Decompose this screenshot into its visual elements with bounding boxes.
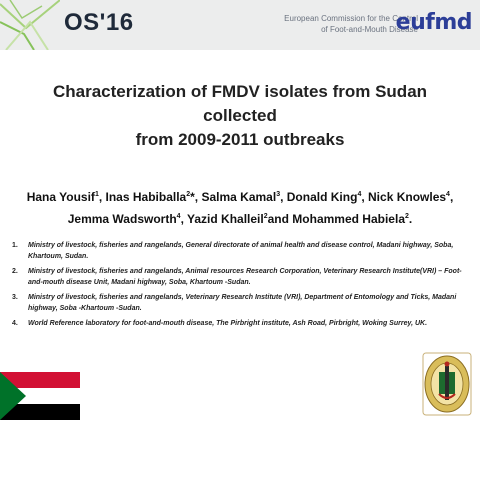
title-line-2: from 2009-2011 outbreaks: [135, 130, 345, 149]
affiliation-number: 1.: [12, 242, 18, 249]
author-name: Yazid Khalleil: [187, 212, 264, 226]
green-lines-graphic: [0, 0, 60, 50]
affiliation-text: Ministry of livestock, fisheries and rangelands, General directorate of animal health and disease control, Madani highway, Soba, Khartoum, Sudan.: [28, 242, 454, 260]
author-separator: ,: [180, 212, 188, 226]
affiliation-item: [12, 292, 462, 314]
author-affiliation-mark: 3: [276, 191, 281, 198]
affiliation-text: World Reference laboratory for foot-and-mouth disease, The Pirbright institute, Ash Road, Pirbright, Woking Surrey, UK.: [28, 320, 428, 327]
affiliation-text: Ministry of livestock, fisheries and rangelands, Veterinary Research Institute (VRI), Department of Entomology and Ticks, Madani highway, Soba -Khartoum -Sudan.: [28, 294, 457, 312]
author-affiliation-mark: 1: [94, 191, 99, 198]
logo-eu-text: eu: [395, 10, 426, 35]
author-affiliation-mark: 2: [186, 191, 191, 198]
author-name: Inas Habiballa: [105, 190, 187, 204]
affiliation-text: Ministry of livestock, fisheries and rangelands, Animal resources Research Corporation, Veterinary Research Institute(VRI) – Foot-and-mouth disease Unit, Madani highway, Soba, Khartoum -Sudan.: [28, 268, 462, 286]
author-separator: and: [267, 212, 293, 226]
author-list: [20, 185, 460, 229]
event-label: OS'16: [64, 9, 134, 36]
author-separator: ,: [361, 190, 369, 204]
author-affiliation-mark: 4: [446, 191, 450, 198]
author-name: Jemma Wadsworth: [67, 212, 177, 226]
paper-title: [20, 80, 460, 152]
author-separator: *,: [190, 190, 202, 204]
affiliation-list: [12, 240, 462, 333]
affiliation-number: 3.: [12, 294, 18, 301]
author-name: Donald King: [286, 190, 358, 204]
title-line-1: Characterization of FMDV isolates from Sudan collected: [52, 82, 428, 125]
header-band: [0, 0, 480, 50]
affiliation-number: 4.: [12, 320, 18, 327]
author-affiliation-mark: 2: [263, 213, 268, 220]
affiliation-item: [12, 240, 462, 262]
affiliation-item: [12, 318, 462, 329]
sudan-flag-icon: [0, 372, 80, 420]
author-name: Salma Kamal: [201, 190, 277, 204]
author-separator: ,: [449, 190, 454, 204]
author-affiliation-mark: 4: [176, 213, 181, 220]
author-separator: ,: [280, 190, 287, 204]
organization-name: [258, 13, 418, 35]
affiliation-item: [12, 266, 462, 288]
affiliation-number: 2.: [12, 268, 18, 275]
author-name: Mohammed Habiela: [292, 212, 405, 226]
logo-fmd-text: fmd: [425, 10, 472, 35]
author-affiliation-mark: 2: [405, 213, 409, 220]
institute-seal-icon: [422, 352, 472, 416]
organization-line-2: of Foot-and-Mouth Disease: [321, 25, 418, 34]
author-affiliation-mark: 4: [357, 191, 362, 198]
eufmd-logo: [396, 10, 472, 35]
organization-line-1: European Commission for the Control: [284, 14, 418, 23]
author-name: Nick Knowles: [368, 190, 447, 204]
author-separator: .: [408, 212, 413, 226]
author-separator: ,: [98, 190, 106, 204]
author-name: Hana Yousif: [26, 190, 95, 204]
